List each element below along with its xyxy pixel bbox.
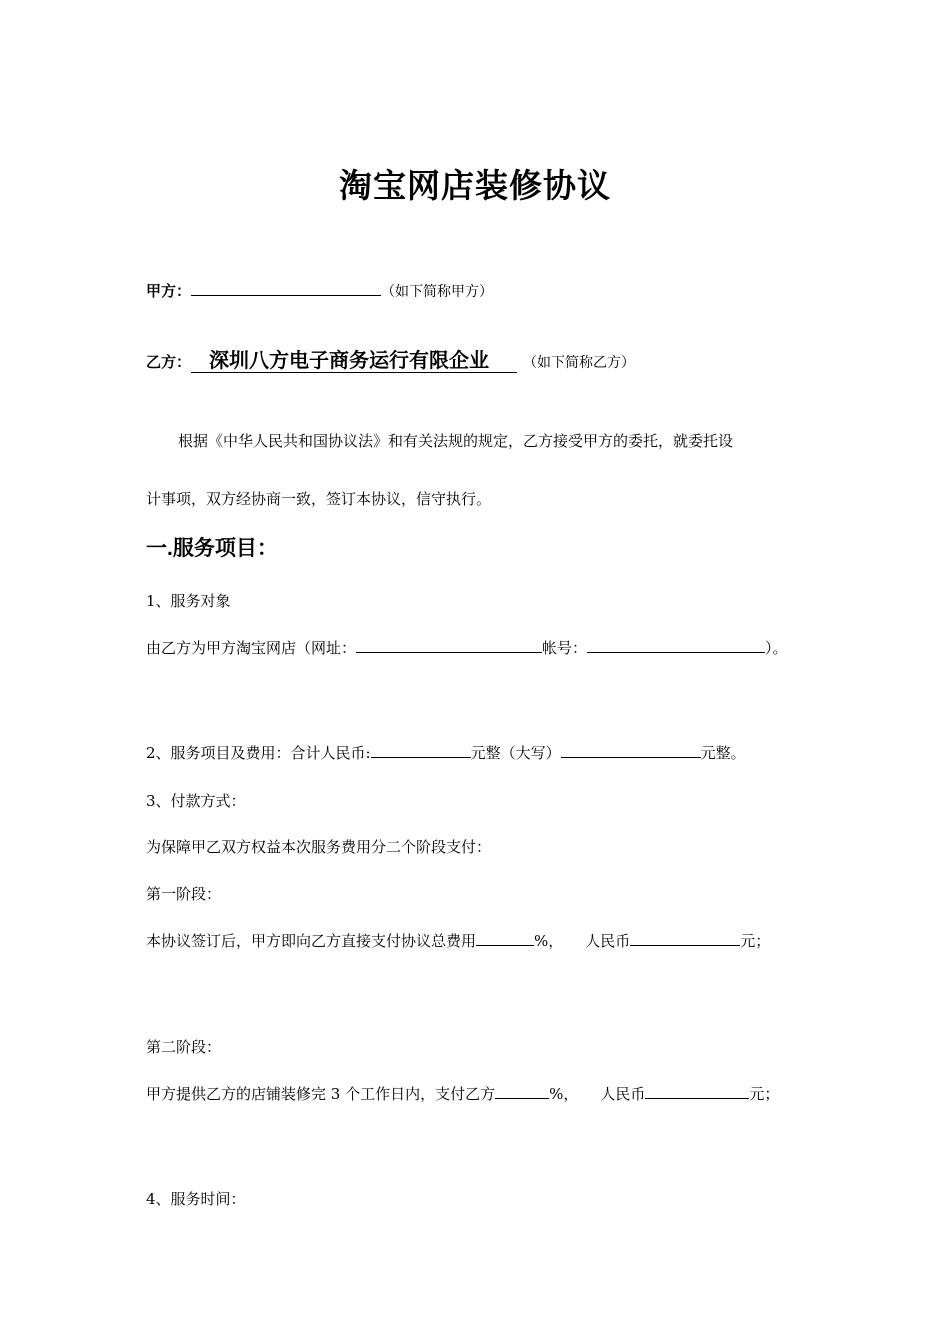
party-b-name: 深圳八方电子商务运行有限企业 — [191, 350, 517, 373]
stage-1-text-a: 本协议签订后，甲方即向乙方直接支付协议总费用 — [146, 932, 477, 950]
stage-1-text-d: 元； — [740, 932, 771, 950]
item-3-heading: 3、付款方式： — [146, 792, 246, 810]
item-1-text-c: ）。 — [765, 639, 788, 657]
party-a-blank[interactable] — [191, 281, 381, 296]
item-2-text-a: 2、服务项目及费用：合计人民币: — [146, 744, 371, 762]
stage-2-text-a: 甲方提供乙方的店铺装修完 3 个工作日内，支付乙方 — [146, 1085, 496, 1103]
party-b-note: （如下简称乙方） — [523, 355, 636, 371]
stage-1-text-b: %， — [534, 932, 564, 950]
stage-1-percent-blank[interactable] — [476, 931, 534, 946]
party-a-line — [146, 280, 493, 301]
account-blank[interactable] — [587, 638, 765, 653]
stage-2-text-c: 人民币 — [600, 1085, 646, 1103]
item-1-heading: 1、服务对象 — [146, 592, 231, 610]
shop-url-blank[interactable] — [356, 638, 542, 653]
item-2-text-c: 元整。 — [700, 744, 746, 762]
item-1-line — [146, 637, 788, 658]
party-a-label: 甲方： — [146, 282, 192, 300]
section-1-heading: 一.服务项目： — [146, 537, 278, 560]
party-a-note: （如下简称甲方） — [381, 284, 494, 300]
item-2-line — [146, 742, 746, 763]
fee-amount-uppercase-blank[interactable] — [561, 743, 701, 758]
stage-1-text-c: 人民币 — [585, 932, 631, 950]
stage-1-label: 第一阶段： — [146, 885, 222, 903]
item-3-desc: 为保障甲乙双方权益本次服务费用分二个阶段支付： — [146, 838, 492, 856]
stage-1-amount-blank[interactable] — [630, 931, 740, 946]
stage-2-text-d: 元； — [749, 1085, 780, 1103]
stage-2-amount-blank[interactable] — [645, 1084, 749, 1099]
party-b-line — [146, 350, 635, 373]
party-b-label: 乙方： — [146, 353, 192, 371]
item-1-text-b: 帐号： — [542, 639, 588, 657]
stage-1-line — [146, 930, 770, 951]
item-2-text-b: 元整（大写） — [470, 744, 561, 762]
stage-2-line — [146, 1083, 779, 1104]
item-4-heading: 4、服务时间： — [146, 1190, 246, 1208]
intro-line-1: 根据《中华人民共和国协议法》和有关法规的规定，乙方接受甲方的委托，就委托设 — [178, 432, 734, 450]
item-1-text-a: 由乙方为甲方淘宝网店（网址： — [146, 639, 357, 657]
stage-2-percent-blank[interactable] — [495, 1084, 549, 1099]
document-title: 淘宝网店装修协议 — [339, 166, 611, 205]
stage-2-text-b: %， — [549, 1085, 579, 1103]
intro-line-2: 计事项，双方经协商一致，签订本协议，信守执行。 — [146, 490, 492, 508]
stage-2-label: 第二阶段： — [146, 1038, 222, 1056]
fee-amount-blank[interactable] — [371, 743, 471, 758]
